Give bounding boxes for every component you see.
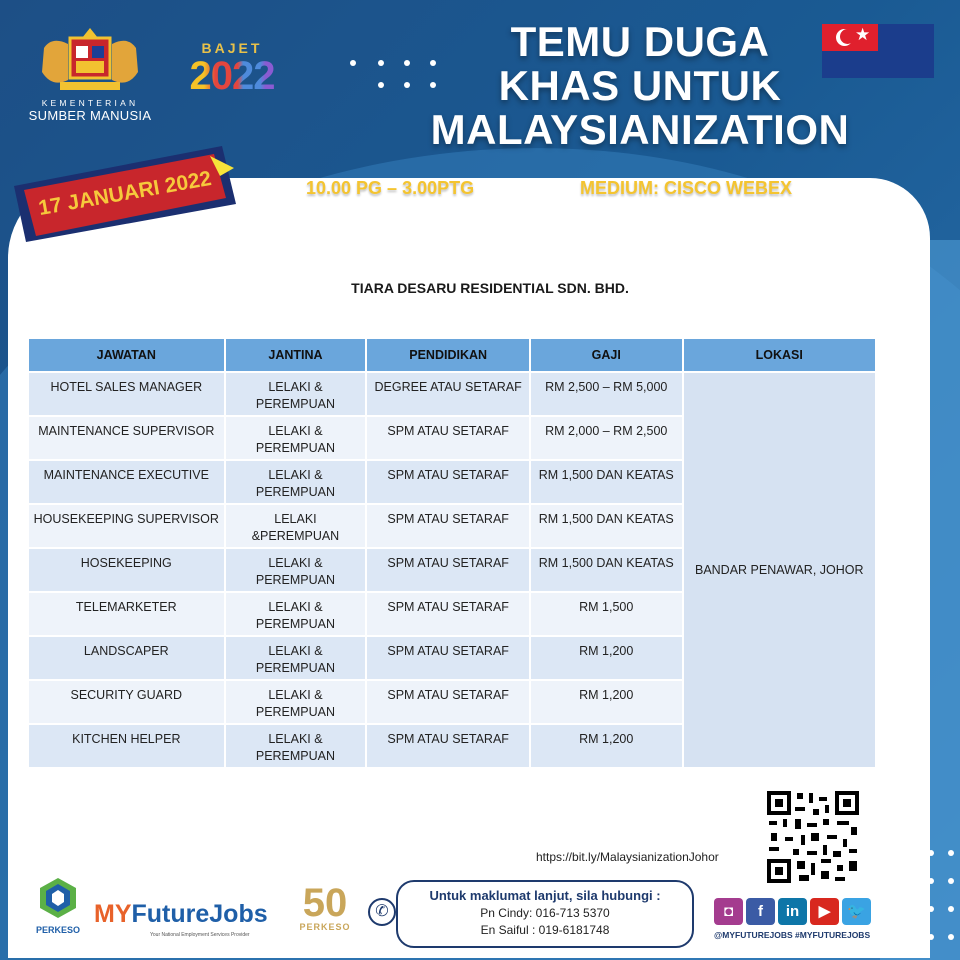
malaysia-coat-of-arms-icon bbox=[30, 28, 150, 94]
cell-jawatan: TELEMARKETER bbox=[29, 593, 224, 635]
ministry-name bbox=[20, 98, 160, 123]
jantina-line2: PEREMPUAN bbox=[255, 661, 336, 675]
social-handles: @MYFUTUREJOBS #MYFUTUREJOBS bbox=[714, 930, 871, 940]
contact-heading: Untuk maklumat lanjut, sila hubungi : bbox=[429, 888, 661, 903]
header-jawatan: JAWATAN bbox=[29, 339, 224, 371]
cell-pendidikan: SPM ATAU SETARAF bbox=[367, 725, 529, 767]
jantina-line2: PEREMPUAN bbox=[255, 749, 336, 763]
cell-jawatan: MAINTENANCE EXECUTIVE bbox=[29, 461, 224, 503]
cell-gaji: RM 1,200 bbox=[531, 725, 682, 767]
jantina-line1: LELAKI bbox=[274, 512, 317, 526]
event-medium: MEDIUM: CISCO WEBEX bbox=[580, 178, 793, 198]
jantina-line1: LELAKI & bbox=[268, 380, 323, 394]
cell-jantina bbox=[226, 593, 366, 635]
cell-gaji: RM 1,200 bbox=[531, 681, 682, 723]
cell-jantina bbox=[226, 461, 366, 503]
title-line-2: KHAS UNTUK bbox=[498, 62, 782, 109]
myfj-tagline: Your National Employment Services Provider bbox=[150, 932, 250, 938]
cell-pendidikan: SPM ATAU SETARAF bbox=[367, 461, 529, 503]
cell-gaji: RM 1,200 bbox=[531, 637, 682, 679]
instagram-icon[interactable]: ◘ bbox=[714, 898, 743, 925]
cell-jantina bbox=[226, 505, 366, 547]
cell-jawatan: HOUSEKEEPING SUPERVISOR bbox=[29, 505, 224, 547]
cell-gaji: RM 2,000 – RM 2,500 bbox=[531, 417, 682, 459]
header-pendidikan: PENDIDIKAN bbox=[367, 339, 529, 371]
bajet-logo bbox=[176, 40, 288, 96]
cell-lokasi: BANDAR PENAWAR, JOHOR bbox=[684, 373, 875, 767]
cell-jantina bbox=[226, 417, 366, 459]
jantina-line1: LELAKI & bbox=[268, 424, 323, 438]
perkeso-50-logo bbox=[290, 881, 360, 932]
fifty-label: PERKESO bbox=[299, 922, 351, 932]
registration-link[interactable]: https://bit.ly/MalaysianizationJohor bbox=[536, 850, 719, 864]
bajet-label: BAJET bbox=[201, 40, 263, 56]
qr-code-icon[interactable] bbox=[765, 789, 861, 885]
cell-jawatan: MAINTENANCE SUPERVISOR bbox=[29, 417, 224, 459]
cell-jawatan: LANDSCAPER bbox=[29, 637, 224, 679]
cell-jantina bbox=[226, 373, 366, 415]
cell-jantina bbox=[226, 637, 366, 679]
cell-jantina bbox=[226, 681, 366, 723]
cell-gaji: RM 1,500 DAN KEATAS bbox=[531, 505, 682, 547]
ministry-line2: SUMBER MANUSIA bbox=[28, 108, 152, 123]
myfuturejobs-logo bbox=[94, 900, 268, 929]
cell-pendidikan: SPM ATAU SETARAF bbox=[367, 505, 529, 547]
cell-pendidikan: SPM ATAU SETARAF bbox=[367, 417, 529, 459]
contact-person-2: En Saiful : 019-6181748 bbox=[480, 923, 610, 937]
cell-gaji: RM 1,500 bbox=[531, 593, 682, 635]
title-line-1: TEMU DUGA bbox=[510, 18, 770, 65]
cell-pendidikan: SPM ATAU SETARAF bbox=[367, 637, 529, 679]
header-jantina: JANTINA bbox=[226, 339, 366, 371]
cell-jantina bbox=[226, 549, 366, 591]
twitter-icon[interactable]: 🐦 bbox=[842, 898, 871, 925]
jantina-line2: &PEREMPUAN bbox=[251, 529, 340, 543]
jantina-line1: LELAKI & bbox=[268, 600, 323, 614]
cell-gaji: RM 2,500 – RM 5,000 bbox=[531, 373, 682, 415]
phone-icon: ✆ bbox=[368, 898, 396, 926]
job-table bbox=[27, 337, 877, 769]
myfj-my: MY bbox=[94, 900, 132, 928]
perkeso-logo bbox=[28, 876, 88, 935]
cell-jawatan: SECURITY GUARD bbox=[29, 681, 224, 723]
event-date: 17 JANUARI 2022 bbox=[36, 166, 214, 221]
jantina-line1: LELAKI & bbox=[268, 468, 323, 482]
cell-pendidikan: SPM ATAU SETARAF bbox=[367, 549, 529, 591]
table-row bbox=[29, 373, 875, 415]
social-icons bbox=[714, 898, 871, 925]
table-header-row bbox=[29, 339, 875, 371]
contact-person-1: Pn Cindy: 016-713 5370 bbox=[480, 906, 610, 920]
jantina-line2: PEREMPUAN bbox=[255, 617, 336, 631]
title-line-3: MALAYSIANIZATION bbox=[430, 106, 850, 153]
bajet-year: 2022 bbox=[176, 56, 288, 96]
youtube-icon[interactable]: ▶ bbox=[810, 898, 839, 925]
jantina-line2: PEREMPUAN bbox=[255, 441, 336, 455]
jantina-line1: LELAKI & bbox=[268, 732, 323, 746]
perkeso-label: PERKESO bbox=[35, 925, 80, 935]
jantina-line2: PEREMPUAN bbox=[255, 573, 336, 587]
header-gaji: GAJI bbox=[531, 339, 682, 371]
cell-pendidikan: SPM ATAU SETARAF bbox=[367, 593, 529, 635]
myfj-rest: FutureJobs bbox=[131, 900, 268, 928]
cell-jawatan: HOTEL SALES MANAGER bbox=[29, 373, 224, 415]
jantina-line2: PEREMPUAN bbox=[255, 485, 336, 499]
jantina-line2: PEREMPUAN bbox=[255, 705, 336, 719]
event-time: 10.00 PG – 3.00PTG bbox=[306, 178, 475, 198]
ministry-line1: KEMENTERIAN bbox=[41, 98, 139, 108]
company-name: TIARA DESARU RESIDENTIAL SDN. BHD. bbox=[351, 280, 629, 296]
linkedin-icon[interactable]: in bbox=[778, 898, 807, 925]
cell-jawatan: HOSEKEEPING bbox=[29, 549, 224, 591]
jantina-line1: LELAKI & bbox=[268, 556, 323, 570]
johor-flag-icon: ★ bbox=[822, 24, 934, 78]
perkeso-emblem-icon bbox=[36, 876, 80, 920]
facebook-icon[interactable]: f bbox=[746, 898, 775, 925]
jantina-line1: LELAKI & bbox=[268, 644, 323, 658]
fifty-number: 50 bbox=[302, 881, 348, 925]
header-lokasi: LOKASI bbox=[684, 339, 875, 371]
jantina-line1: LELAKI & bbox=[268, 688, 323, 702]
cell-gaji: RM 1,500 DAN KEATAS bbox=[531, 549, 682, 591]
cell-gaji: RM 1,500 DAN KEATAS bbox=[531, 461, 682, 503]
jantina-line2: PEREMPUAN bbox=[255, 397, 336, 411]
cell-pendidikan: DEGREE ATAU SETARAF bbox=[367, 373, 529, 415]
cell-pendidikan: SPM ATAU SETARAF bbox=[367, 681, 529, 723]
cell-jantina bbox=[226, 725, 366, 767]
cell-jawatan: KITCHEN HELPER bbox=[29, 725, 224, 767]
contact-box bbox=[396, 880, 694, 948]
